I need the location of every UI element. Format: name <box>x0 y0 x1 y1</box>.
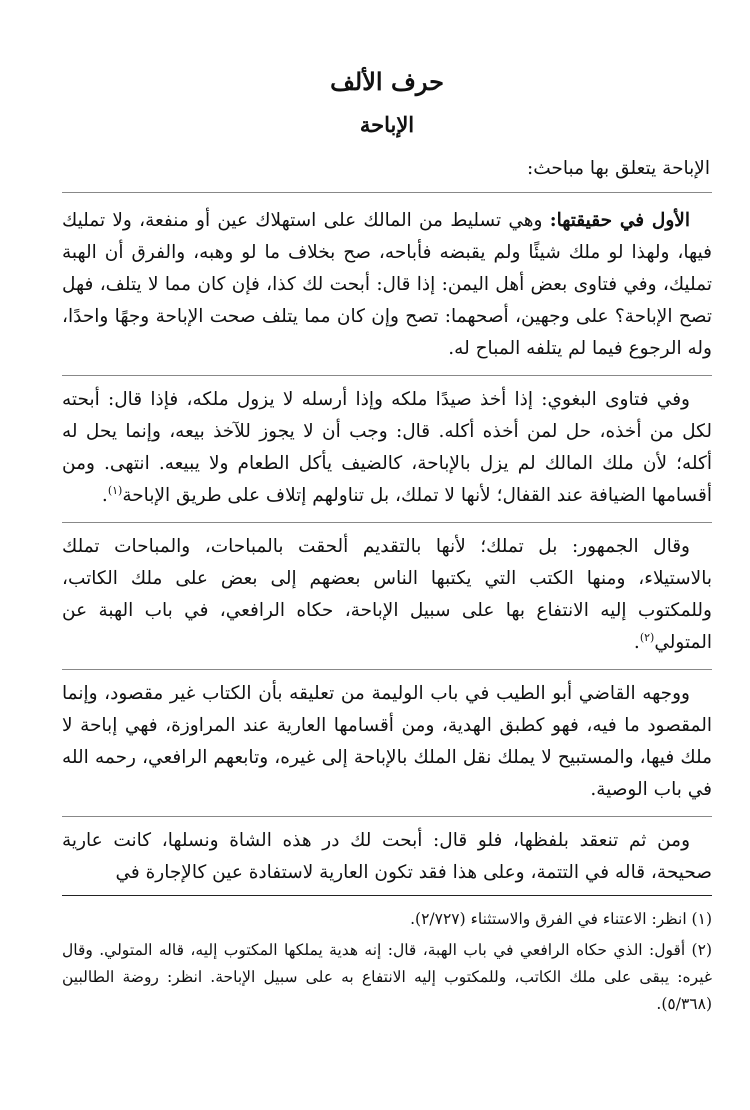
footnote-2: (٢) أقول: الذي حكاه الرافعي في باب الهبة، قال: إنه هدية يملكها المكتوب إليه، قاله المتولي. وقال غيره: يبقى على ملك الكاتب، وللمكتوب إليه الانتفاع به على سبيل الإباحة. انظر: روضة الطالبين (٥/٣٦٨). <box>62 941 712 1014</box>
paragraph-5 <box>62 817 712 896</box>
footnote-ref-1[interactable]: (١) <box>107 484 123 498</box>
chapter-title: حرف الألف <box>330 67 444 96</box>
footnote-ref-2[interactable]: (٢) <box>639 631 655 645</box>
paragraph-2-end: . <box>101 485 108 507</box>
section-title: الإباحة <box>359 112 415 138</box>
paragraph-5-text: ومن ثم تنعقد بلفظها، فلو قال: أبحت لك در هذه الشاة ونسلها، كانت عارية صحيحة، قاله في التتمة، وعلى هذا فقد تكون العارية لاستفادة عين كالإجارة في <box>62 830 712 884</box>
paragraph-1 <box>62 197 712 376</box>
footnote-1: (١) انظر: الاعتناء في الفرق والاستثناء (٢/٧٢٧). <box>410 910 712 929</box>
intro-line: الإباحة يتعلق بها مباحث: <box>62 154 712 193</box>
document-page <box>62 62 712 1022</box>
paragraph-1-text: وهي تسليط من المالك على استهلاك عين أو منفعة، ولا تمليك فيها، ولهذا لو ملك شيئًا ولم يقبضه فأباحه، صح بخلاف ما لو وهبه، والفرق أن الهبة تمليك، وفي فتاوى بعض أهل اليمن: إذا قال: أبحت لك كذا، فإن كان مما لا يتلف، فهل تصح الإباحة؟ على وجهين، أصحهما: تصح وإن كان مما يتلف صحت الإباحة وجهًا واحدًا، وله الرجوع فيما لم يتلفه المباح له. <box>62 210 712 360</box>
paragraph-2 <box>62 376 712 523</box>
paragraph-3-end: . <box>633 632 640 654</box>
paragraph-3 <box>62 523 712 670</box>
footnotes-section <box>62 906 712 1018</box>
paragraph-1-lead: الأول في حقيقتها: <box>549 210 690 232</box>
paragraph-2-text: وفي فتاوى البغوي: إذا أخذ صيدًا ملكه وإذا أرسله لا يزول ملكه، فإذا قال: أبحته لكل من أخذه، حل لمن أخذه أكله. قال: وجب أن لا يجوز للآخذ بيعه، وإنما يحل له أكله؛ لأن ملك المالك لم يزل بالإباحة، كالضيف يأكل الطعام ولا يبيعه. انتهى. ومن أقسامها الضيافة عند القفال؛ لأنها لا تملك، بل تناولهم إتلاف على طريق الإباحة <box>62 389 712 507</box>
paragraph-3-text: وقال الجمهور: بل تملك؛ لأنها بالتقديم ألحقت بالمباحات، والمباحات تملك بالاستيلاء، ومنها الكتب التي يكتبها الناس بعضهم إلى بعض على ملك الكاتب، وللمكتوب إليه الانتفاع بها على سبيل الإباحة، حكاه الرافعي، في باب الهبة عن المتولي <box>62 536 712 654</box>
paragraph-4 <box>62 670 712 817</box>
paragraph-4-text: ووجهه القاضي أبو الطيب في باب الوليمة من تعليقه بأن الكتاب غير مقصود، وإنما المقصود ما فيه، فهو كطبق الهدية، ومن أقسامها العارية عند المراوزة، فهي إباحة لا ملك فيها، والمستبيح لا يملك نقل الملك بالإباحة إلى غيره، وتابعهم الرافعي، رحمه الله في باب الوصية. <box>62 683 712 801</box>
